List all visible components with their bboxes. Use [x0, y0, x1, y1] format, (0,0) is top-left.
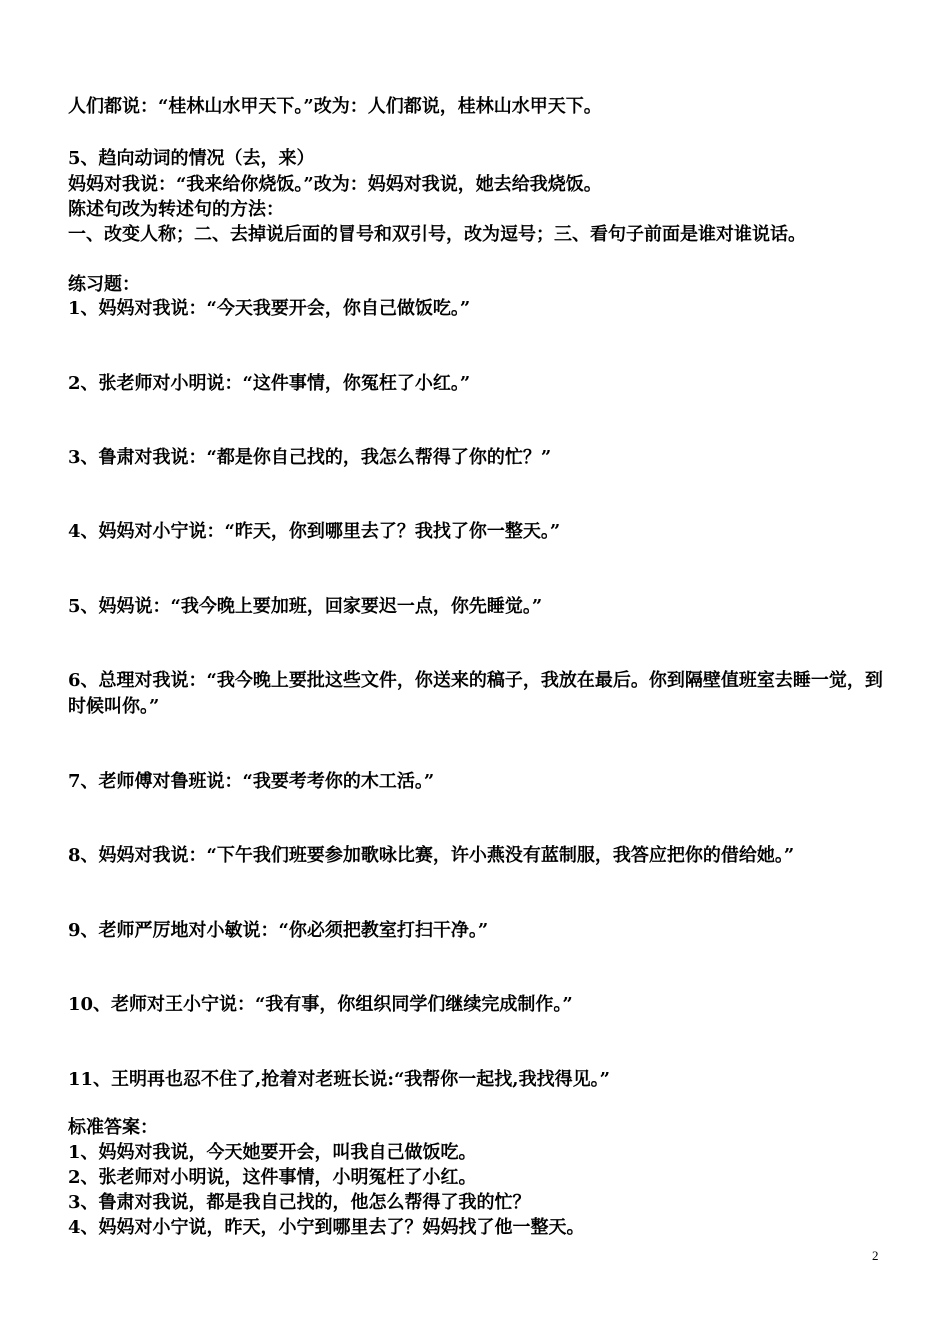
method-text: 一、改变人称；二、去掉说后面的冒号和双引号，改为逗号；三、看句子前面是谁对谁说话。 — [68, 224, 806, 245]
exercise-item: 9、老师严厉地对小敏说：“你必须把教室打扫干净。” — [68, 920, 489, 941]
answer-item: 4、妈妈对小宁说，昨天，小宁到哪里去了？妈妈找了他一整天。 — [68, 1217, 585, 1238]
exercise-item: 3、鲁肃对我说：“都是你自己找的，我怎么帮得了你的忙？” — [68, 447, 552, 468]
exercise-item: 6、总理对我说：“我今晚上要批这些文件，你送来的稿子，我放在最后。你到隔壁值班室去睡一觉，到时候叫你。” — [68, 670, 883, 717]
exercise-item: 5、妈妈说：“我今晚上要加班，回家要迟一点，你先睡觉。” — [68, 596, 543, 617]
exercise-item: 11、王明再也忍不住了,抢着对老班长说:“我帮你一起找,我找得见。” — [68, 1069, 610, 1090]
answer-item: 3、鲁肃对我说，都是我自己找的，他怎么帮得了我的忙？ — [68, 1192, 531, 1213]
exercise-item: 7、老师傅对鲁班说：“我要考考你的木工活。” — [68, 771, 435, 792]
method-title: 陈述句改为转述句的方法： — [68, 199, 284, 220]
exercise-item: 8、妈妈对我说：“下午我们班要参加歌咏比赛，许小燕没有蓝制服，我答应把你的借给她。” — [68, 845, 795, 866]
example-line-2: 妈妈对我说：“我来给你烧饭。”改为：妈妈对我说，她去给我烧饭。 — [68, 174, 602, 195]
page-number: 2 — [872, 1248, 879, 1263]
answer-item: 1、妈妈对我说，今天她要开会，叫我自己做饭吃。 — [68, 1142, 477, 1163]
exercise-item: 2、张老师对小明说：“这件事情，你冤枉了小红。” — [68, 373, 471, 394]
example-line-1: 人们都说：“桂林山水甲天下。”改为：人们都说，桂林山水甲天下。 — [68, 96, 602, 117]
rule-5-title: 5、趋向动词的情况（去，来） — [68, 148, 315, 169]
answer-item: 2、张老师对小明说，这件事情，小明冤枉了小红。 — [68, 1167, 477, 1188]
exercise-item: 1、妈妈对我说：“今天我要开会，你自己做饭吃。” — [68, 298, 471, 319]
exercise-item: 10、老师对王小宁说：“我有事，你组织同学们继续完成制作。” — [68, 994, 573, 1015]
answers-heading: 标准答案： — [68, 1117, 158, 1138]
exercises-heading: 练习题： — [68, 274, 140, 295]
exercise-item: 4、妈妈对小宁说：“昨天，你到哪里去了？我找了你一整天。” — [68, 521, 561, 542]
